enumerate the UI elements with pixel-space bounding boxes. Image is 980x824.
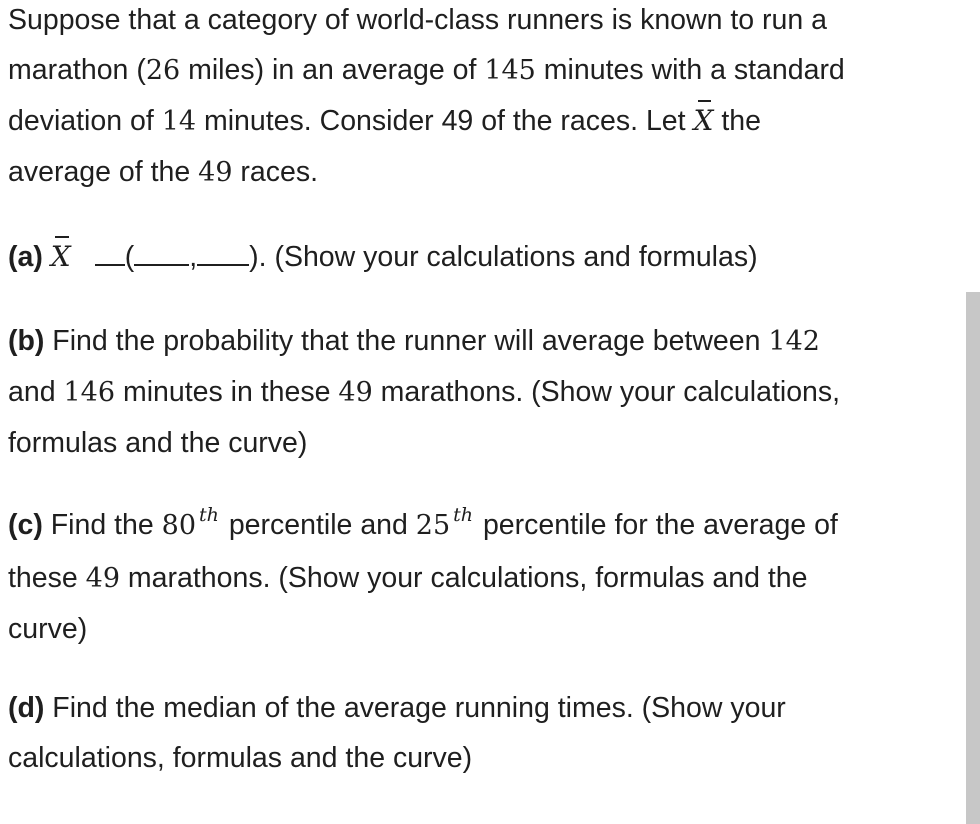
question-c-text: Find the (42, 509, 162, 541)
question-b (8, 316, 840, 468)
question-label: (c) (8, 509, 43, 541)
paren-open: ( (124, 241, 135, 273)
math-number: 25 (415, 510, 451, 541)
x-bar-symbol: X (51, 232, 71, 282)
answer-blank-distribution[interactable] (95, 242, 125, 266)
intro-text: races. (232, 156, 319, 188)
scrollbar[interactable] (966, 292, 980, 824)
ordinal-suffix: th (199, 504, 219, 526)
intro-line-1: Suppose that a category of world-class runners is known to run a (8, 4, 828, 36)
math-number: 26 (145, 55, 181, 86)
math-number: 80 (161, 510, 197, 541)
math-number: 14 (161, 106, 197, 137)
intro-text: the (713, 105, 761, 137)
question-b-text: minutes in these (115, 376, 339, 408)
paren-close: ) (249, 241, 259, 273)
question-c-text: curve) (8, 613, 88, 645)
math-number: 49 (85, 563, 120, 594)
question-c-text: percentile and (220, 509, 416, 541)
question-b-text: marathons. (Show your calculations, (372, 376, 841, 408)
question-label: (d) (8, 692, 45, 724)
question-b-text: formulas and the curve) (8, 427, 308, 459)
intro-text: deviation of (8, 105, 162, 137)
question-d-text: calculations, formulas and the curve) (8, 742, 473, 774)
problem-intro (8, 0, 845, 198)
question-a (8, 232, 758, 282)
intro-text: minutes. Consider 49 of the races. Let (196, 105, 694, 137)
math-number: 146 (63, 377, 116, 408)
math-number: 145 (484, 55, 536, 86)
math-number: 49 (338, 377, 373, 408)
answer-blank-sd[interactable] (197, 242, 249, 266)
question-c-text: percentile for the average of (475, 509, 838, 541)
intro-text: marathon ( (8, 54, 146, 86)
intro-text: average of the (8, 156, 199, 188)
question-label: (b) (8, 325, 45, 357)
question-c (8, 500, 838, 654)
question-c-text: marathons. (Show your calculations, formulas and the (120, 562, 808, 594)
ordinal-suffix: th (453, 504, 474, 526)
x-bar-symbol: X (694, 96, 714, 146)
intro-text: miles) in an average of (180, 54, 485, 86)
comma: , (189, 241, 198, 273)
question-b-text: and (8, 376, 64, 408)
answer-blank-mean[interactable] (134, 242, 189, 266)
question-c-text: these (8, 562, 86, 594)
question-label: (a) (8, 241, 43, 273)
intro-text: minutes with a standard (535, 54, 845, 86)
question-d-text: Find the median of the average running times. (Show your (44, 692, 786, 724)
question-a-text: . (Show your calculations and formulas) (258, 241, 758, 273)
math-number: 49 (198, 157, 233, 188)
math-number: 142 (768, 326, 820, 357)
question-d (8, 683, 786, 783)
question-b-text: Find the probability that the runner will average between (44, 325, 769, 357)
